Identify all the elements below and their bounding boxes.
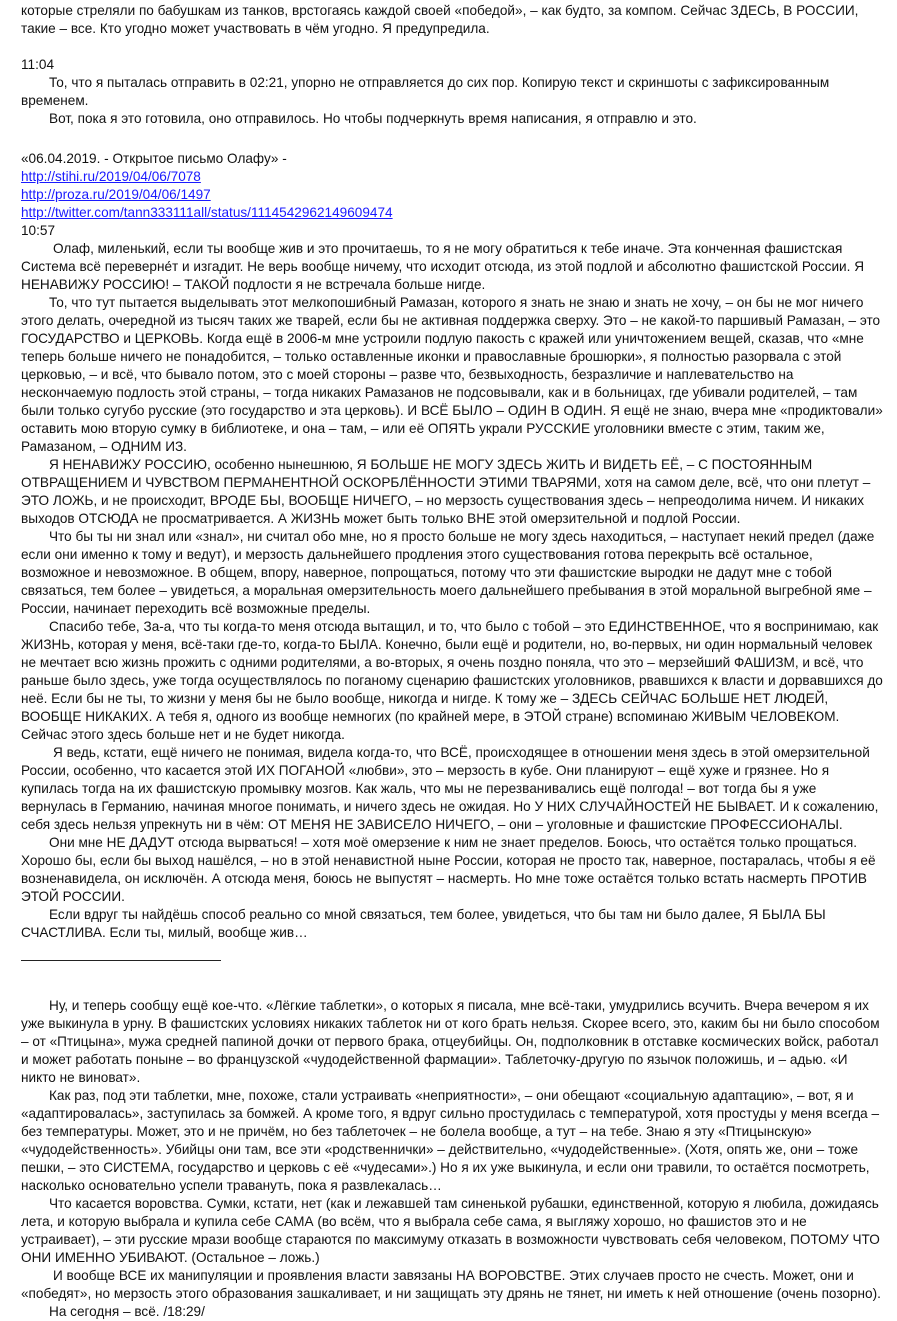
paragraph: То, что я пыталась отправить в 02:21, упорно не отправляется до сих пор. Копирую текст и скриншоты с зафиксированным временем. [21, 75, 830, 108]
blank-space [21, 961, 885, 997]
paragraph: Я ведь, кстати, ещё ничего не понимая, видела когда-то, что ВСЁ, происходящее в отношении меня здесь в этой омерзительной России, особенно, что касается этой ИХ ПОГАНОЙ «любви», это – мерзость в кубе. Они планируют – ещё хуже и грязнее. Но я купилась тогда на их фашистскую промывку мозгов. Как жаль, что мы не перезванивались ещё полгода! – вот тогда бы я уже вернулась в Германию, начиная многое понимать, и ничего здесь не ожидая. Но У НИХ СЛУЧАЙНОСТЕЙ НЕ БЫВАЕТ. И к сожалению, себя здесь нельзя упрекнуть ни в чём: ОТ МЕНЯ НЕ ЗАВИСЕЛО НИЧЕГО, – они – уголовные и фашистские ПРОФЕССИОНАЛЫ. [21, 745, 879, 832]
link-stihi[interactable]: http://stihi.ru/2019/04/06/7078 [21, 169, 201, 184]
paragraph: которые стреляли по бабушкам из танков, врстогаясь каждой своей «победой», – как будто, за компом. Сейчас ЗДЕСЬ, В РОССИИ, такие – все. Кто угодно может участвовать в чём угодно. Я предупредила. [21, 3, 859, 36]
paragraph: И вообще ВСЕ их манипуляции и проявления власти завязаны НА ВОРОВСТВЕ. Этих случаев просто не счесть. Может, они и «победят», но мерзость этого образования зашкаливает, и ни защищать эту дрянь не тянет, ни иметь к ней отношение (очень позорно). [21, 1268, 881, 1301]
letter-heading: «06.04.2019. - Открытое письмо Олафу» - [21, 151, 287, 166]
paragraph: Вот, пока я это готовила, оно отправилось. Но чтобы подчеркнуть время написания, я отправлю и это. [49, 111, 697, 126]
timestamp: 10:57 [21, 223, 56, 238]
blank-line [21, 128, 885, 150]
closing-line: На сегодня – всё. /18:29/ [49, 1304, 205, 1319]
paragraph: Что касается воровства. Сумки, кстати, нет (как и лежавшей там синенькой рубашки, единственной, которую я любила, дожидаясь лета, и которую выбрала и купила себе САМА (во всём, что я выбрала себе сама, я выгляжу хорошо, но фашистов это и не устраивает), – эти русские мрази вообще стараются по максимуму отказать в возможности чувствовать себя человеком, ПОТОМУ ЧТО ОНИ ИМЕННО УБИВАЮТ. (Остальное – ложь.) [21, 1196, 880, 1265]
paragraph: Ну, и теперь сообщу ещё кое-что. «Лёгкие таблетки», о которых я писала, мне всё-таки, умудрились всучить. Вчера вечером я их уже выкинула в урну. В фашистских условиях никаких таблеток ни от кого брать нельзя. Скорее всего, это, каким бы ни было способом – от «Птицына», мужа средней папиной дочки от первого брака, отцеубийцы. Он, подполковник в отставке космических войск, работал и может работать поныне – во французской «чудодейственной фармации». Таблеточку-другую по язычок положишь, и – адью. «И никто не виноват». [21, 998, 880, 1085]
paragraph: Если вдруг ты найдёшь способ реально со мной связаться, тем более, увидеться, что бы там ни было далее, Я БЫЛА БЫ СЧАСТЛИВА. Если ты, милый, вообще жив… [21, 907, 826, 940]
paragraph: Я НЕНАВИЖУ РОССИЮ, особенно нынешнюю, Я БОЛЬШЕ НЕ МОГУ ЗДЕСЬ ЖИТЬ И ВИДЕТЬ ЕЁ, – С ПОСТОЯННЫМ ОТВРАЩЕНИЕМ И ЧУВСТВОМ ПЕРМАНЕНТНОЙ ОСКОРБЛЁННОСТИ ЭТИМИ ТВАРЯМИ, хотя на самом деле, всё, что они плетут – ЭТО ЛОЖЬ, и не происходит, ВРОДЕ БЫ, ВООБЩЕ НИЧЕГО, – но мерзость существования здесь – непреодолима ничем. И никаких выходов ОТСЮДА не просматривается. А ЖИЗНЬ может быть только ВНЕ этой омерзительной и подлой России. [21, 457, 871, 526]
link-proza[interactable]: http://proza.ru/2019/04/06/1497 [21, 187, 211, 202]
timestamp: 11:04 [21, 57, 55, 72]
paragraph: Олаф, миленький, если ты вообще жив и это прочитаешь, то я не могу обратиться к тебе иначе. Эта конченная фашистская Система всё переверне́т и изгадит. Не верь вообще ничему, что исходит отсюда, из этой подлой и абсолютно фашистской России. Я НЕНАВИЖУ РОССИЮ! – ТАКОЙ подлости я не встречала больше нигде. [21, 241, 865, 292]
paragraph: То, что тут пытается выделывать этот мелкопошибный Рамазан, которого я знать не знаю и знать не хочу, – он бы не мог ничего этого делать, очередной из тысяч таких же тварей, если бы не активная поддержка сверху. Это – не какой-то паршивый Рамазан, – это ГОСУДАРСТВО и ЦЕРКОВЬ. Когда ещё в 2006-м мне устроили подлую пакость с кражей или уничтожением вещей, сказав, что «мне теперь больше ничего не понадобится, – только оставленные иконки и православные брошюрки», я полностью разорвала с этой церковью, – и всё, что бывало потом, это с моей стороны – разве что, безвыходность, безразличие и наплевательство на нескончаемую подлость этой страны, – тогда никаких Рамазанов не подсовывали, как и в больницах, где убивали родителей, – там были только сугубо русские (это государство и эта церковь). И ВСЁ БЫЛО – ОДИН В ОДИН. Я ещё не знаю, вчера мне «продиктовали» оставить мою вторую сумку в библиотеке, и она – там, – или её ОПЯТЬ украли РУССКИЕ уголовники вместе с этим, таким же, Рамазаном, – ОДНИМ ИЗ. [21, 295, 883, 454]
blank-line [21, 38, 885, 56]
paragraph: Спасибо тебе, За-а, что ты когда-то меня отсюда вытащил, и то, что было с тобой – это ЕДИНСТВЕННОЕ, что я воспринимаю, как ЖИЗНЬ, которая у меня, всё-таки где-то, когда-то БЫЛА. Конечно, были ещё и родители, но, во-первых, ни один нормальный человек не мечтает всю жизнь прожить с одними родителями, а во-вторых, я очень поздно поняла, что это – мерзейший ФАШИЗМ, и всё, что раньше было здесь, уже тогда осуществлялось по поганому сценарию фашистских уголовников, рвавшихся к власти и дорвавшихся до неё. Если бы не ты, то жизни у меня бы не было вообще, никогда и нигде. К тому же – ЗДЕСЬ СЕЙЧАС БОЛЬШЕ НЕТ ЛЮДЕЙ, ВООБЩЕ НИКАКИХ. А тебя я, одного из вообще немногих (по крайней мере, в ЭТОЙ стране) вспоминаю ЖИВЫМ ЧЕЛОВЕКОМ. Сейчас этого здесь больше нет и не будет никогда. [21, 619, 883, 742]
paragraph: Что бы ты ни знал или «знал», ни считал обо мне, но я просто больше не могу здесь находиться, – наступает некий предел (даже если они именно к тому и ведут), и мерзость дальнейшего продления этого существования готова перекрыть всё остальное, возможное и невозможное. В общем, впору, наверное, попрощаться, потому что эти фашистские выродки не дадут мне с тобой связаться, тем более – увидеться, а моральная омерзительность моего дальнейшего пребывания в этой моральной выгребной яме – России, начинает переходить всё возможные пределы. [21, 529, 875, 616]
paragraph: Как раз, под эти таблетки, мне, похоже, стали устраивать «неприятности», – они обещают «социальную адаптацию», – вот, я и «адаптировалась», заступилась за бомжей. А кроме того, я вдруг сильно простудилась с температурой, хотя простуды у меня всегда – без температуры. Может, это и не причём, но без таблеточек – не болела вообще, а тут – на тебе. Знаю я эту «Птицынскую» «чудодейственность». Убийцы они там, все эти «родственнички» – действительно, «чудодейственные». (Хотя, опять же, они – тоже пешки, – это СИСТЕМА, государство и церковь с её «чудесами».) Но я их уже выкинула, и если они травили, то остаётся посмотреть, насколько основательно успели травануть, пока я развлекалась… [21, 1088, 880, 1193]
document-page [21, 0, 885, 1321]
link-twitter[interactable]: http://twitter.com/tann333111all/status/1114542962149609474 [21, 205, 393, 220]
paragraph: Они мне НЕ ДАДУТ отсюда вырваться! – хотя моё омерзение к ним не знает пределов. Боюсь, что остаётся только прощаться. Хорошо бы, если бы выход нашёлся, – но в этой ненавистной ныне России, которая не просто так, наверное, постаралась, чтобы я её возненавидела, он исключён. А отсюда меня, боюсь не выпустят – насмерть. Но мне тоже остаётся только встать насмерть ПРОТИВ ЭТОЙ РОССИИ. [21, 835, 876, 904]
blank-line [21, 942, 885, 960]
